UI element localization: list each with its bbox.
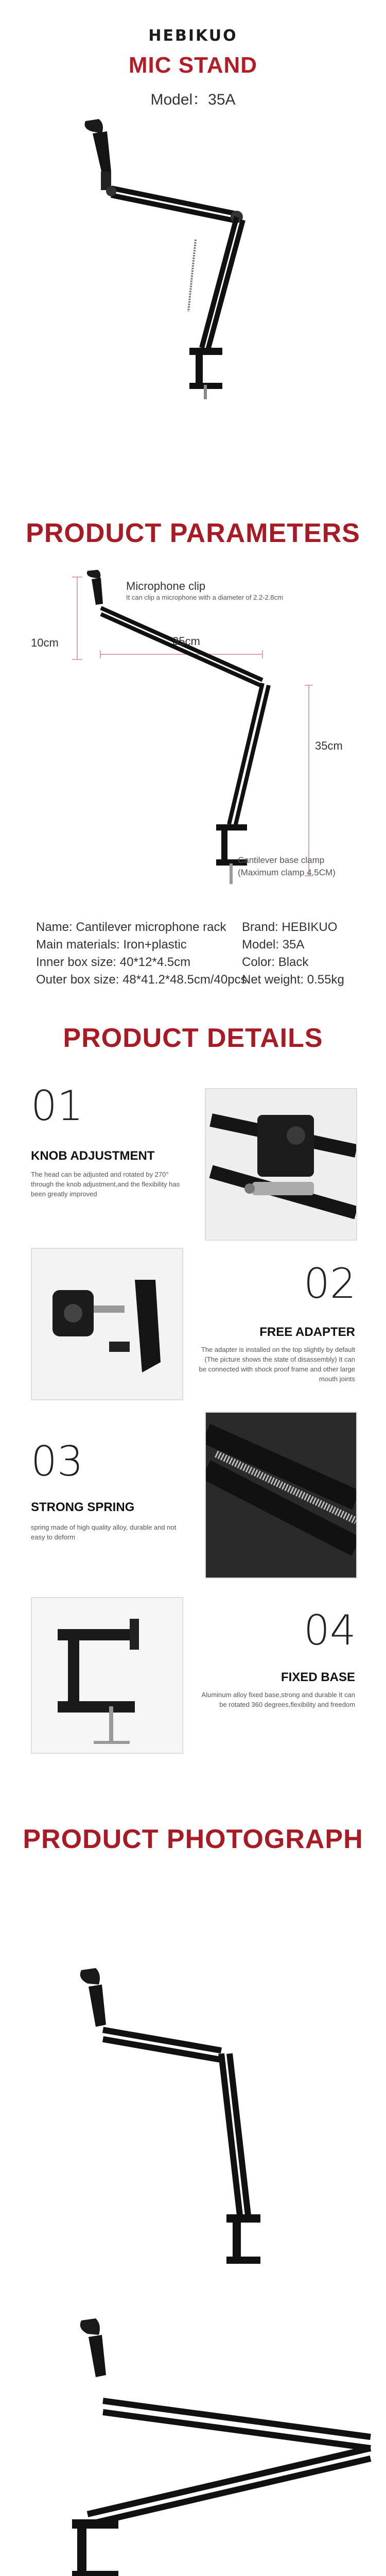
spec-color: Color: Black [242,955,309,969]
adapter-icon [32,1249,182,1399]
feature-image-knob [205,1088,357,1241]
stand-photo-2-icon [0,2298,386,2576]
spec-material: Main materials: Iron+plastic [36,938,187,952]
feature-name-spring: STRONG SPRING [31,1500,135,1514]
feature-desc-adapter: The adapter is installed on the top slightly by default (The picture shows the state of disassembly) It can be connected with shock proof frame and other large mouth joints [199,1346,355,1383]
dimension-diagram [0,567,386,896]
spec-table [36,919,355,989]
clamp-icon [32,1598,182,1753]
spring-icon [206,1413,356,1578]
feature-desc-base: Aluminum alloy fixed base,strong and durable It can be rotated 360 degrees,flexibility and freedom [201,1691,355,1708]
base-clamp-label: Cantilever base clamp [238,855,325,865]
feature-number-01: 01 [31,1082,83,1130]
photo-stand-full [0,1896,386,2287]
dimension-arm-label: 35cm [172,635,200,648]
model-label: Model：35A [150,91,236,108]
mic-clip-label: Microphone clip [126,580,206,592]
spec-inner-box: Inner box size: 40*12*4.5cm [36,955,191,969]
dimension-lower-arm-label: 35cm [315,739,343,752]
feature-desc-spring: spring made of high quality alloy, durable and not easy to deform [31,1523,177,1541]
feature-image-adapter [31,1248,183,1400]
feature-number-03: 03 [31,1437,83,1485]
spec-row [36,954,355,971]
feature-image-spring [205,1412,357,1579]
spec-outer-box: Outer box size: 48*41.2*48.5cm/40pcs [36,973,247,987]
feature-name-adapter: FREE ADAPTER [259,1325,355,1339]
spec-weight: Net weight: 0.55kg [242,973,344,987]
base-clamp-note: (Maximum clamp 4.5CM) [238,868,336,877]
spec-row [36,919,355,936]
mic-clip-small-icon [87,570,103,605]
spec-row [36,936,355,954]
photo-stand-side [0,2298,386,2576]
spec-row [36,971,355,989]
photos-section-title: PRODUCT PHOTOGRAPH [23,1824,363,1854]
parameters-section-title: PRODUCT PARAMETERS [26,518,360,548]
mic-clip-note: It can clip a microphone with a diameter of 2.2-2.8cm [126,594,283,601]
details-section-title: PRODUCT DETAILS [63,1023,323,1053]
knob-icon [206,1089,356,1240]
brand-logo: HEBIKUO [148,27,238,45]
feature-number-02: 02 [304,1260,356,1308]
page-title: MIC STAND [128,53,258,78]
feature-name-base: FIXED BASE [280,1670,355,1684]
hero-stand-image [62,111,329,399]
feature-number-04: 04 [304,1606,356,1654]
dimension-height-label: 10cm [31,636,59,649]
feature-name-knob: KNOB ADJUSTMENT [31,1149,155,1163]
stand-photo-1-icon [0,1896,386,2287]
spec-name: Name: Cantilever microphone rack [36,920,226,934]
mic-clip-icon [85,119,112,190]
spec-brand: Brand: HEBIKUO [242,920,338,934]
feature-desc-knob: The head can be adjusted and rotated by 270° through the knob adjustment,and the flexibility has been greatly improved [31,1171,180,1198]
feature-image-base [31,1597,183,1754]
spec-model: Model: 35A [242,938,305,952]
